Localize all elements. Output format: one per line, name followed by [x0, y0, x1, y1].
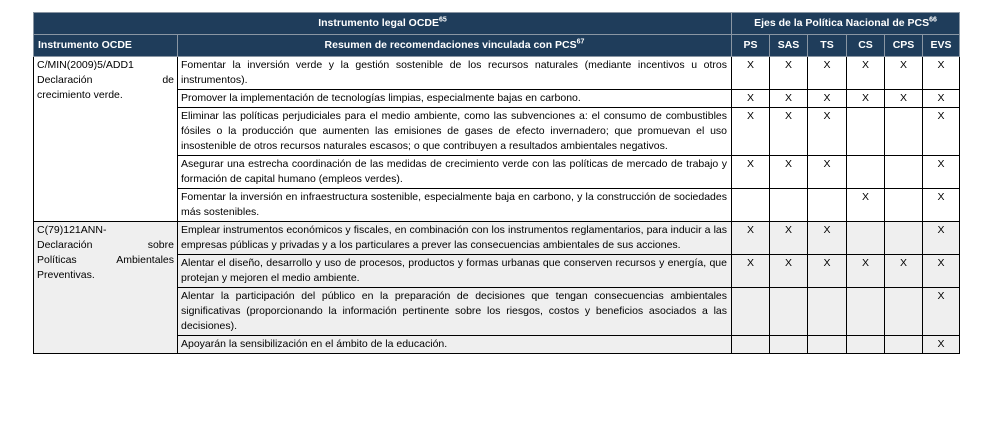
mark-cs: [847, 336, 885, 354]
mark-ps: X: [732, 57, 770, 90]
mark-ts: [808, 336, 847, 354]
mark-sas: X: [770, 156, 808, 189]
instrument-line: C(79)121ANN-: [37, 224, 107, 236]
instrument-line: Declaración de: [37, 74, 174, 86]
mark-evs: X: [923, 90, 960, 108]
mark-ps: [732, 336, 770, 354]
mark-cs: X: [847, 189, 885, 222]
footnote-ref-66: 66: [929, 16, 937, 24]
mark-sas: X: [770, 255, 808, 288]
recommendation-text: Promover la implementación de tecnologías limpias, especialmente bajas en carbono.: [178, 90, 732, 108]
mark-ts: X: [808, 57, 847, 90]
mark-cs: X: [847, 90, 885, 108]
footnote-ref-65: 65: [438, 16, 447, 24]
instrument-line: Declaración sobre: [37, 239, 174, 251]
mark-evs: X: [923, 57, 960, 90]
ocde-recommendations-table: [33, 12, 960, 354]
mark-ps: X: [732, 255, 770, 288]
col-header-ps: PS: [732, 35, 770, 57]
mark-evs: X: [923, 222, 960, 255]
col-header-instrumento: Instrumento OCDE: [34, 35, 178, 57]
resumen-label: Resumen de recomendaciones vinculada con PCS: [324, 39, 577, 51]
recommendation-text: Alentar la participación del público en la preparación de decisiones que tengan consecuencias ambientales significativas (proporcionando la información pertinente sobre los riesgos, costos y beneficios asociados a las decisiones).: [178, 288, 732, 336]
mark-ts: X: [808, 255, 847, 288]
mark-ps: [732, 288, 770, 336]
recommendation-text: Eliminar las políticas perjudiciales para el medio ambiente, como las subvenciones a: el consumo de combustibles fósiles o la producción que aumenten las emisiones de gases de efecto invernadero; que promuevan el uso insostenible de otros recursos naturales escasos; o que contribuyen a resultados ambientales negativos.: [178, 108, 732, 156]
mark-sas: [770, 336, 808, 354]
mark-sas: X: [770, 90, 808, 108]
recommendation-text: Apoyarán la sensibilización en el ámbito de la educación.: [178, 336, 732, 354]
instrument-cell: [34, 222, 178, 354]
ejes-label: Ejes de la Política Nacional de PCS: [754, 17, 930, 29]
instrument-line: C/MIN(2009)5/ADD1: [37, 59, 134, 71]
mark-sas: [770, 189, 808, 222]
recommendation-text: Fomentar la inversión verde y la gestión sostenible de los recursos naturales (mediante incentivos u otros instrumentos).: [178, 57, 732, 90]
instrument-line: Preventivas.: [37, 269, 95, 281]
col-header-resumen: [178, 35, 732, 57]
mark-cps: [885, 288, 923, 336]
mark-evs: X: [923, 336, 960, 354]
mark-ps: X: [732, 108, 770, 156]
mark-cps: [885, 336, 923, 354]
recommendation-text: Emplear instrumentos económicos y fiscales, en combinación con los instrumentos reglamentarios, para inducir a las empresas públicas y privadas y a los particulares a prever las consecuencias ambientales de sus acciones.: [178, 222, 732, 255]
mark-cs: [847, 222, 885, 255]
col-header-sas: SAS: [770, 35, 808, 57]
mark-cs: [847, 108, 885, 156]
instrumento-legal-header: [34, 13, 732, 35]
mark-cps: [885, 189, 923, 222]
mark-sas: X: [770, 57, 808, 90]
mark-ts: X: [808, 156, 847, 189]
mark-ts: X: [808, 222, 847, 255]
mark-cps: X: [885, 90, 923, 108]
mark-sas: X: [770, 222, 808, 255]
recommendations-table-container: [33, 12, 959, 354]
mark-evs: X: [923, 108, 960, 156]
mark-cs: [847, 156, 885, 189]
mark-cps: [885, 108, 923, 156]
ejes-header: [732, 13, 960, 35]
mark-cps: X: [885, 57, 923, 90]
footnote-ref-67: 67: [576, 38, 585, 46]
instrumento-legal-label: Instrumento legal OCDE: [318, 17, 439, 29]
group-politicas-preventivas: [34, 222, 960, 354]
group-crecimiento-verde: [34, 57, 960, 222]
mark-cs: X: [847, 255, 885, 288]
instrument-line: Políticas Ambientales: [37, 254, 174, 266]
mark-ts: X: [808, 108, 847, 156]
mark-evs: X: [923, 288, 960, 336]
table-header: [34, 13, 960, 57]
mark-cps: X: [885, 255, 923, 288]
mark-ts: [808, 189, 847, 222]
mark-sas: X: [770, 108, 808, 156]
mark-ts: X: [808, 90, 847, 108]
table-row: [34, 57, 960, 90]
mark-evs: X: [923, 255, 960, 288]
instrument-line: crecimiento verde.: [37, 89, 123, 101]
mark-cps: [885, 222, 923, 255]
header-row-columns: [34, 35, 960, 57]
mark-evs: X: [923, 189, 960, 222]
mark-ps: X: [732, 90, 770, 108]
col-header-cs: CS: [847, 35, 885, 57]
mark-ps: [732, 189, 770, 222]
header-row-top: [34, 13, 960, 35]
recommendation-text: Alentar el diseño, desarrollo y uso de procesos, productos y formas urbanas que conserven recursos y energía, que protejan y mejoren el medio ambiente.: [178, 255, 732, 288]
recommendation-text: Asegurar una estrecha coordinación de las medidas de crecimiento verde con las políticas de mercado de trabajo y formación de capital humano (empleos verdes).: [178, 156, 732, 189]
mark-cs: [847, 288, 885, 336]
col-header-cps: CPS: [885, 35, 923, 57]
mark-ps: X: [732, 222, 770, 255]
mark-ps: X: [732, 156, 770, 189]
mark-cps: [885, 156, 923, 189]
instrument-cell: [34, 57, 178, 222]
mark-evs: X: [923, 156, 960, 189]
mark-ts: [808, 288, 847, 336]
mark-cs: X: [847, 57, 885, 90]
recommendation-text: Fomentar la inversión en infraestructura sostenible, especialmente baja en carbono, y la construcción de sociedades más sostenibles.: [178, 189, 732, 222]
mark-sas: [770, 288, 808, 336]
col-header-ts: TS: [808, 35, 847, 57]
col-header-evs: EVS: [923, 35, 960, 57]
table-row: [34, 222, 960, 255]
